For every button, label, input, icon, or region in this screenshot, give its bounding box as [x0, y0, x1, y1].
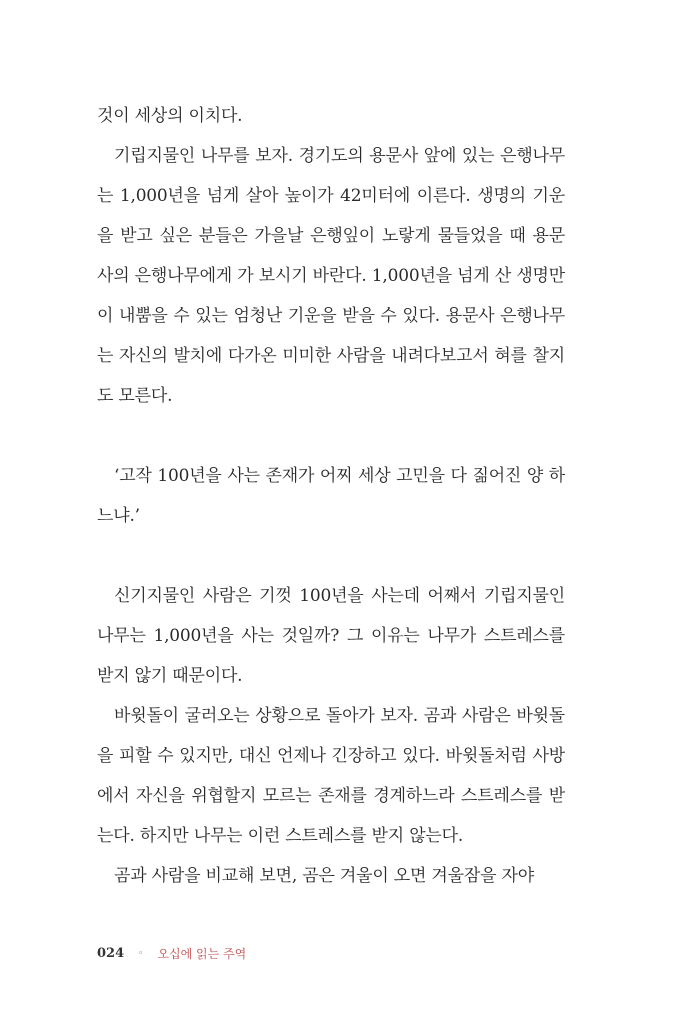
paragraph-spacer	[97, 536, 565, 576]
paragraph-3: 신기지물인 사람은 기껏 100년을 사는데 어째서 기립지물인 나무는 1,000년을 사는 것일까? 그 이유는 나무가 스트레스를 받지 않기 때문이다.	[97, 586, 565, 686]
footer-separator: ◦	[138, 949, 144, 959]
paragraph-5: 곰과 사람을 비교해 보면, 곰은 겨울이 오면 겨울잠을 자야	[114, 866, 534, 886]
paragraph-4: 바윗돌이 굴러오는 상황으로 돌아가 보자. 곰과 사람은 바윗돌을 피할 수 있지만, 대신 언제나 긴장하고 있다. 바윗돌처럼 사방에서 자신을 위협할지 모르는 존재를 경계하느라 스트레스를 받는다. 하지만 나무는 이런 스트레스를 받지 않는다.	[97, 706, 565, 846]
paragraph-1: 것이 세상의 이치다.	[97, 106, 243, 126]
paragraph-quote: ‘고작 100년을 사는 존재가 어찌 세상 고민을 다 짊어진 양 하느냐.’	[97, 466, 565, 526]
body-text	[97, 96, 565, 896]
paragraph-spacer	[97, 416, 565, 456]
running-title: 오십에 읽는 주역	[157, 947, 247, 961]
page-number: 024	[97, 946, 125, 961]
paragraph-2: 기립지물인 나무를 보자. 경기도의 용문사 앞에 있는 은행나무는 1,000년을 넘게 살아 높이가 42미터에 이른다. 생명의 기운을 받고 싶은 분들은 가을날 은행잎이 노랗게 물들었을 때 용문사의 은행나무에게 가 보시기 바란다. 1,000년을 넘게 산 생명만이 내뿜을 수 있는 엄청난 기운을 받을 수 있다. 용문사 은행나무는 자신의 발치에 다가온 미미한 사람을 내려다보고서 혀를 찰지도 모른다.	[97, 146, 565, 406]
page-footer	[97, 944, 246, 964]
